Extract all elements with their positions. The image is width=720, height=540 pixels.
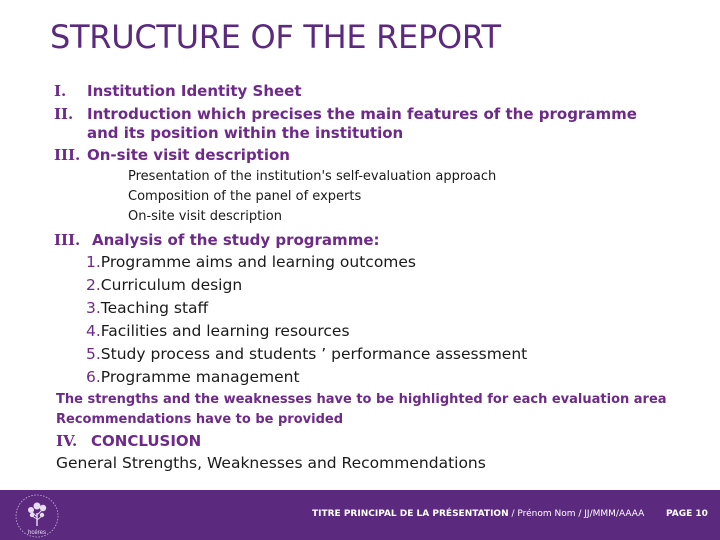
subitem-3: On-site visit description xyxy=(128,209,282,224)
analysis-item xyxy=(86,345,527,363)
subitem-1: Presentation of the institution's self-evaluation approach xyxy=(128,169,497,184)
analysis-item-text: Facilities and learning resources xyxy=(100,322,350,340)
analysis-item xyxy=(86,253,416,271)
analysis-numeral: III. xyxy=(54,231,81,249)
logo-wordmark: hcéres xyxy=(27,530,47,536)
analysis-item-number: 4. xyxy=(86,322,101,340)
footer-page-number: PAGE 10 xyxy=(666,509,708,519)
note-strengths: The strengths and the weaknesses have to be highlighted for each evaluation area xyxy=(56,392,667,407)
analysis-item-text: Programme management xyxy=(100,368,300,386)
analysis-item-text: Programme aims and learning outcomes xyxy=(100,253,417,271)
analysis-item-number: 6. xyxy=(86,368,101,386)
section-2-numeral: II. xyxy=(54,105,74,123)
conclusion-numeral: IV. xyxy=(56,432,78,450)
analysis-item-number: 2. xyxy=(86,276,101,294)
footer-title-bold: TITRE PRINCIPAL DE LA PRÉSENTATION xyxy=(312,509,509,519)
section-2-label-line2: and its position within the institution xyxy=(87,124,404,142)
analysis-heading: Analysis of the study programme: xyxy=(92,231,380,249)
section-1-label: Institution Identity Sheet xyxy=(87,82,302,100)
footer-presentation-title xyxy=(312,509,644,519)
section-1-numeral: I. xyxy=(54,82,67,100)
footer-bar xyxy=(0,490,720,540)
subitem-2: Composition of the panel of experts xyxy=(128,189,362,204)
analysis-item xyxy=(86,322,350,340)
analysis-item-text: Study process and students ’ performance assessment xyxy=(100,345,528,363)
analysis-item xyxy=(86,368,300,386)
hceres-logo xyxy=(14,493,60,539)
tree-icon xyxy=(14,493,60,539)
section-2-label: Introduction which precises the main features of the programme xyxy=(87,105,637,123)
note-recommendations: Recommendations have to be provided xyxy=(56,412,343,427)
analysis-item xyxy=(86,299,208,317)
analysis-item-number: 5. xyxy=(86,345,101,363)
conclusion-text: General Strengths, Weaknesses and Recommendations xyxy=(56,454,486,472)
footer-title-rest: / Prénom Nom / JJ/MMM/AAAA xyxy=(508,509,645,519)
analysis-item-number: 3. xyxy=(86,299,101,317)
slide-title: STRUCTURE OF THE REPORT xyxy=(50,18,501,56)
section-3-numeral: III. xyxy=(54,146,81,164)
analysis-item-text: Curriculum design xyxy=(100,276,243,294)
analysis-item-text: Teaching staff xyxy=(100,299,209,317)
analysis-item-number: 1. xyxy=(86,253,101,271)
analysis-item xyxy=(86,276,242,294)
section-3-label: On-site visit description xyxy=(87,146,290,164)
conclusion-heading: CONCLUSION xyxy=(91,432,202,450)
